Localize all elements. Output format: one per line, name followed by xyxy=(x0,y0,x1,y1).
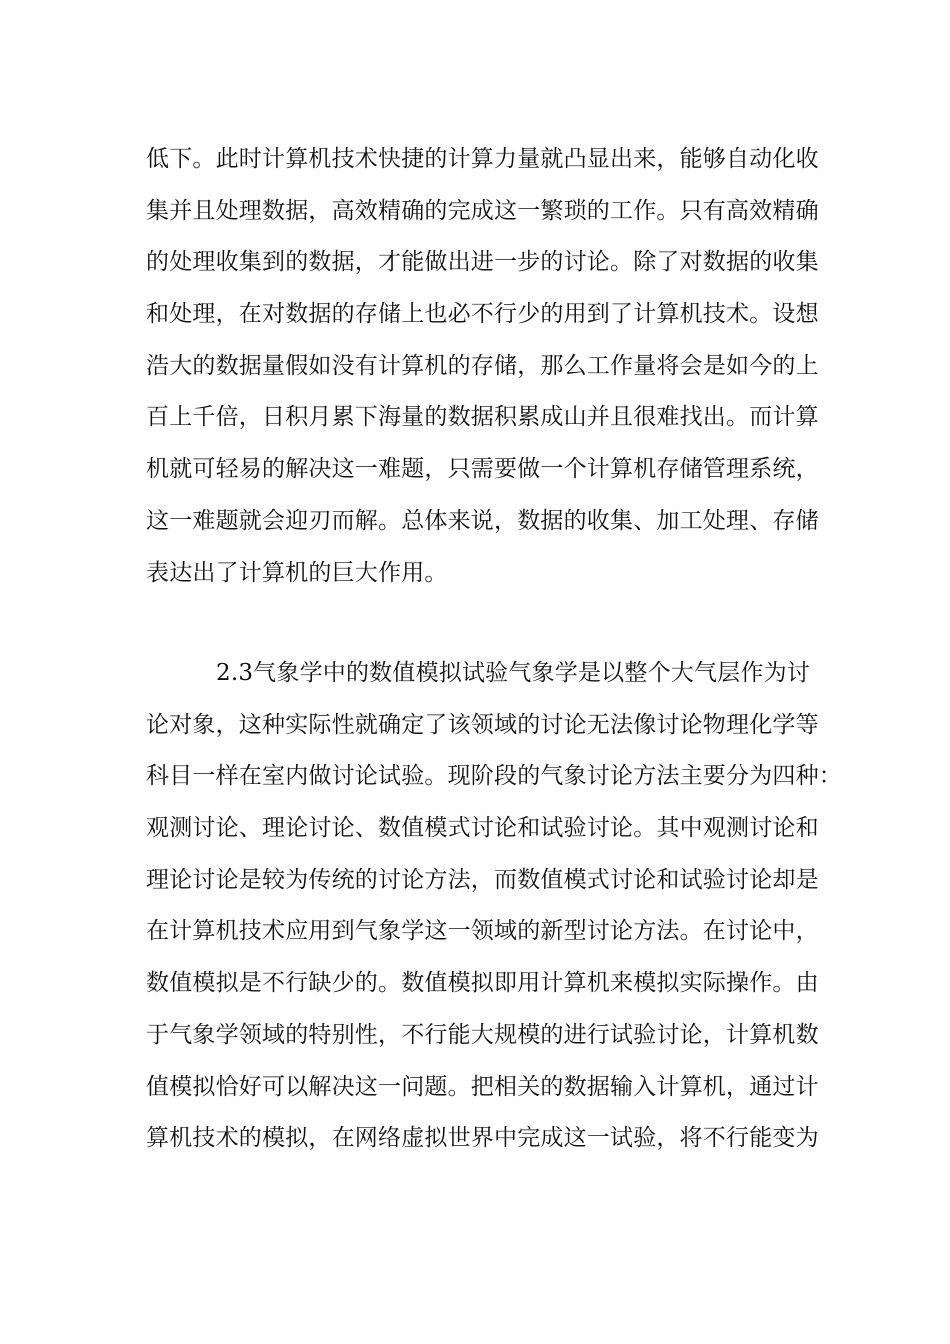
text-line: 低下。此时计算机技术快捷的计算力量就凸显出来，能够自动化收 xyxy=(146,146,819,172)
text-line: 浩大的数据量假如没有计算机的存储，那么工作量将会是如今的上 xyxy=(146,352,819,379)
text-line: 这一难题就会迎刃而解。总体来说，数据的收集、加工处理、存储 xyxy=(146,507,819,534)
text-line: 于气象学领域的特别性，不行能大规模的进行试验讨论，计算机数 xyxy=(146,1021,819,1048)
text-line: 观测讨论、理论讨论、数值模式讨论和试验讨论。其中观测讨论和 xyxy=(146,815,819,842)
text-line: 数值模拟是不行缺少的。数值模拟即用计算机来模拟实际操作。由 xyxy=(146,970,819,997)
text-line: 集并且处理数据，高效精确的完成这一繁琐的工作。只有高效精确 xyxy=(146,197,819,224)
text-line: 百上千倍，日积月累下海量的数据积累成山并且很难找出。而计算 xyxy=(146,404,819,431)
text-line: 表达出了计算机的巨大作用。 xyxy=(146,559,448,586)
paragraph-1 xyxy=(146,134,819,599)
text-line: 科目一样在室内做讨论试验。现阶段的气象讨论方法主要分为四种： xyxy=(146,763,842,790)
paragraph-first-line: 2.3气象学中的数值模拟试验气象学是以整个大气层作为讨 xyxy=(216,660,810,686)
text-line: 在计算机技术应用到气象学这一领域的新型讨论方法。在讨论中， xyxy=(146,918,819,945)
text-line: 的处理收集到的数据，才能做出进一步的讨论。除了对数据的收集 xyxy=(146,249,819,276)
text-line: 和处理，在对数据的存储上也必不行少的用到了计算机技术。设想 xyxy=(146,301,819,328)
paragraph-2 xyxy=(146,648,842,1165)
text-line: 值模拟恰好可以解决这一问题。把相关的数据输入计算机，通过计 xyxy=(146,1073,819,1100)
text-line: 算机技术的模拟，在网络虚拟世界中完成这一试验，将不行能变为 xyxy=(146,1125,819,1152)
text-line: 理论讨论是较为传统的讨论方法，而数值模式讨论和试验讨论却是 xyxy=(146,866,819,893)
text-line: 论对象，这种实际性就确定了该领域的讨论无法像讨论物理化学等 xyxy=(146,711,819,738)
text-line: 机就可轻易的解决这一难题，只需要做一个计算机存储管理系统， xyxy=(146,456,819,483)
